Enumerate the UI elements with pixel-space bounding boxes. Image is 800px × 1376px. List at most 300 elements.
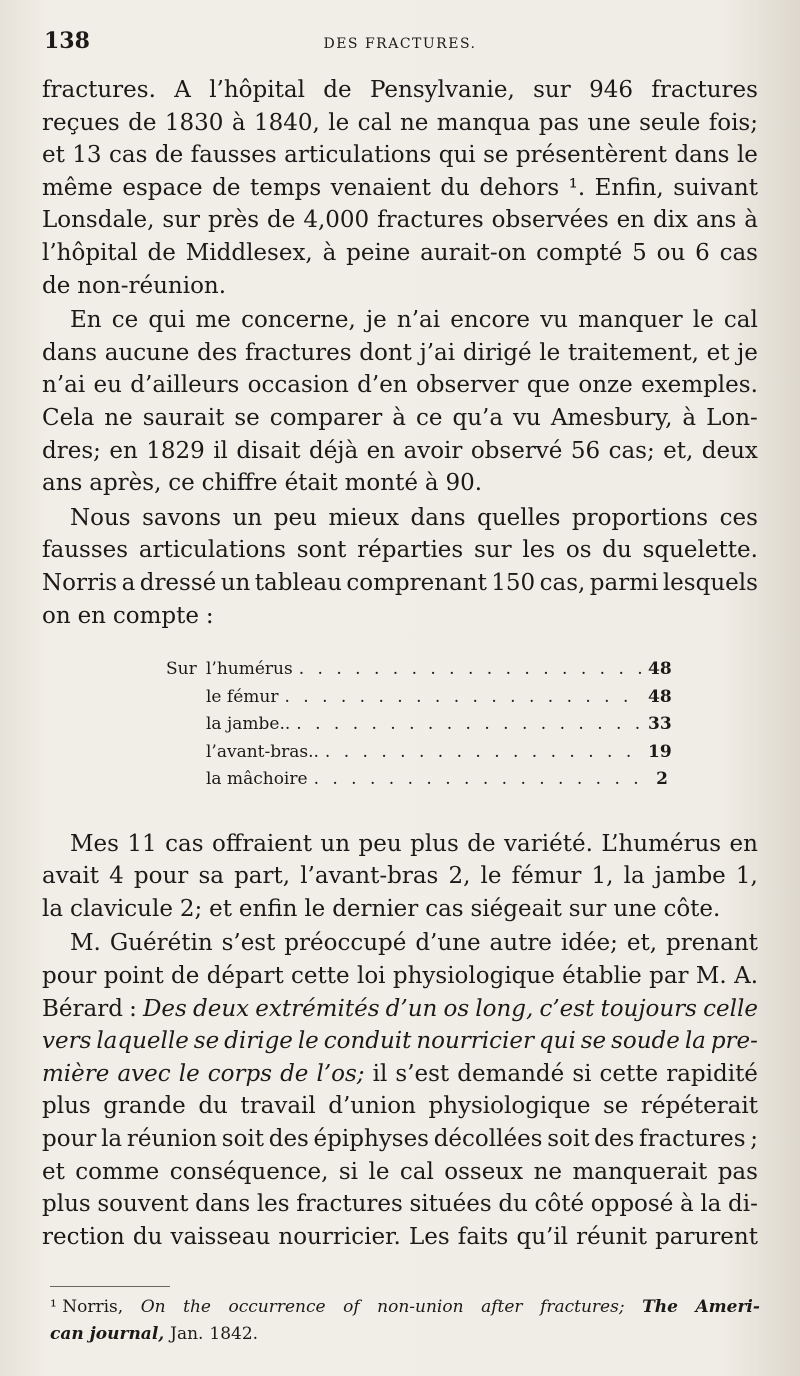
word: 2, (448, 863, 471, 890)
word: en (109, 437, 138, 464)
text-line (42, 600, 758, 633)
word: situées (409, 1191, 492, 1218)
word: une (613, 895, 657, 922)
word: qu’il (516, 1223, 569, 1250)
text-line (42, 993, 758, 1026)
footnote-word: non-union (377, 1297, 464, 1317)
word: os (565, 537, 592, 564)
word: soude (611, 1028, 680, 1055)
paragraph-norris-table-intro (42, 502, 758, 632)
word: des (197, 339, 238, 366)
word: demandé (457, 1060, 565, 1087)
word: Cela (42, 404, 95, 431)
word: grande (103, 1093, 186, 1120)
word: A. (734, 962, 758, 989)
text-line (42, 534, 758, 567)
paragraph-author-experience (42, 304, 758, 500)
word: se (483, 142, 509, 169)
text-line (42, 1123, 758, 1156)
word: dont (359, 339, 412, 366)
word: cas (165, 830, 204, 857)
word: proportions (571, 504, 709, 531)
word: épiphyses (313, 1125, 429, 1152)
word: onze (578, 372, 633, 399)
word: s’est (395, 1060, 450, 1087)
row-label: la jambe.. (206, 714, 291, 735)
text-line (42, 1058, 758, 1091)
word: Lonsdale, (42, 207, 155, 234)
word: qui (148, 307, 186, 334)
word: un (232, 504, 263, 531)
word: soit (547, 1125, 590, 1152)
footnote-word: fractures; (540, 1297, 625, 1317)
word: fractures (651, 77, 758, 103)
paragraph-own-cases (42, 828, 758, 926)
word: établie (562, 962, 642, 989)
word: fractures (244, 339, 352, 366)
word: dans (42, 339, 98, 366)
word: 5 (632, 239, 647, 266)
word: à (392, 404, 406, 431)
word: plus (42, 1093, 91, 1120)
word: et (209, 895, 232, 922)
word: à (679, 1191, 694, 1218)
word: dehors (479, 174, 560, 201)
text-line (42, 139, 758, 172)
word: après, (89, 470, 162, 497)
word: comparer (269, 404, 383, 431)
word: fémur (511, 863, 582, 890)
word: l’hôpital (209, 77, 305, 103)
word: même (42, 174, 113, 201)
word: côté (534, 1191, 585, 1218)
word: M. (70, 930, 101, 957)
word: 13 (72, 142, 102, 169)
word: articulations (138, 537, 286, 564)
word: se (580, 1028, 607, 1055)
footnote-word: Ameri- (695, 1297, 760, 1317)
word: dirige (224, 1028, 293, 1055)
word: de (467, 830, 496, 857)
word: de (171, 962, 200, 989)
word: celle (703, 995, 758, 1022)
word: et (42, 142, 65, 169)
text-line (42, 960, 758, 993)
word: cette (291, 962, 350, 989)
footnote-word: Jan. (170, 1324, 204, 1344)
word: prenant (665, 930, 758, 957)
word: a (121, 569, 136, 596)
footnote-word: after (481, 1297, 523, 1317)
word: offraient (212, 830, 312, 857)
word: di- (728, 1191, 758, 1218)
word: du (440, 174, 470, 201)
word: Bérard (42, 995, 123, 1022)
word: cal (399, 1158, 434, 1185)
word: déjà (308, 437, 359, 464)
word: dans (410, 504, 466, 531)
paragraph-hospital-statistics (42, 74, 758, 302)
word: Guérétin (109, 930, 213, 957)
footnote-word: The (642, 1297, 678, 1317)
word: décollées (433, 1125, 543, 1152)
row-value: 19 (648, 741, 672, 762)
word: soit (221, 1125, 265, 1152)
word: une (587, 109, 631, 136)
word: le (692, 307, 714, 334)
word: siégeait (470, 895, 562, 922)
word: osseux (444, 1158, 524, 1185)
text-line (42, 1025, 758, 1058)
word: 56 (570, 437, 601, 464)
word: dans (195, 1191, 251, 1218)
row-prefix: Sur (166, 659, 197, 680)
word: ans (695, 207, 737, 234)
text-line (42, 435, 758, 468)
word: avec (117, 1060, 171, 1087)
word: de (267, 207, 296, 234)
word: ne (104, 404, 133, 431)
word: 150 (491, 569, 536, 596)
word: comme (75, 1158, 160, 1185)
word: Les (408, 1223, 450, 1250)
word: dirigé (462, 339, 532, 366)
word: temps (249, 174, 322, 201)
word: d’une (415, 930, 481, 957)
word: des (268, 1125, 309, 1152)
text-line (42, 467, 758, 500)
word: conduit (323, 1028, 412, 1055)
word: le (304, 895, 326, 922)
word: par (649, 962, 689, 989)
word: Middlesex, (185, 239, 313, 266)
footnote-word: can journal, (50, 1324, 165, 1344)
word: il (213, 437, 228, 464)
word: à (231, 109, 246, 136)
word: fractures. (42, 77, 156, 103)
word: les (256, 1191, 290, 1218)
word: de (128, 109, 157, 136)
word: enfin (238, 895, 298, 922)
word: d’ailleurs (130, 372, 240, 399)
row-label: la mâchoire (206, 769, 308, 790)
word: vu (513, 404, 541, 431)
word: aucune (104, 339, 190, 366)
word: cette (599, 1060, 659, 1087)
word: cas (109, 142, 148, 169)
text-line (42, 502, 758, 535)
text-line (42, 237, 758, 270)
text-line (42, 828, 758, 861)
word: qui (438, 142, 476, 169)
word: et (706, 339, 730, 366)
fracture-count-table (166, 656, 672, 794)
word: d’union (328, 1093, 416, 1120)
word: et (42, 1158, 65, 1185)
word: 1, (735, 863, 758, 890)
row-value: 33 (648, 714, 672, 735)
word: ne (533, 1158, 563, 1185)
word: si (338, 1158, 359, 1185)
footnote-word: 1842. (209, 1324, 259, 1344)
word: Des (142, 995, 187, 1022)
word: squelette. (642, 537, 758, 564)
text-line (42, 304, 758, 337)
word: fractures (296, 1191, 403, 1218)
word: 1830 (164, 109, 224, 136)
row-label: le fémur (206, 686, 279, 707)
text-line (42, 927, 758, 960)
footnote-word: occurrence (228, 1297, 326, 1317)
word: vu (540, 307, 568, 334)
word: à (424, 470, 439, 497)
word: ce (415, 404, 443, 431)
word: se (193, 1028, 220, 1055)
word: manquerait (572, 1158, 708, 1185)
word: laquelle (96, 1028, 189, 1055)
footnote-word: On (140, 1297, 166, 1317)
word: le (480, 863, 502, 890)
word: plus (410, 830, 459, 857)
word: qui (538, 1028, 576, 1055)
word: Pensylvanie, (369, 77, 515, 103)
word: sur (533, 77, 571, 103)
word: n’ai (396, 307, 441, 334)
word: espace (122, 174, 203, 201)
word: de (323, 77, 352, 103)
word: dernier (332, 895, 419, 922)
word: en (77, 602, 106, 629)
footnote (50, 1294, 760, 1348)
word: part, (234, 863, 291, 890)
word: d’un (385, 995, 438, 1022)
text-line (42, 74, 758, 107)
word: fois; (708, 109, 758, 136)
word: saurait (142, 404, 225, 431)
word: suivant (673, 174, 758, 201)
word: de (154, 142, 184, 169)
word: en (366, 437, 396, 464)
word: 6 (695, 239, 710, 266)
word: me (195, 307, 231, 334)
word: deux (701, 437, 758, 464)
word: près (207, 207, 260, 234)
word: il (372, 1060, 388, 1087)
word: compté (536, 239, 623, 266)
word: fractures (377, 207, 484, 234)
table-row (166, 684, 672, 712)
footnote-line (50, 1294, 760, 1321)
word: corps (207, 1060, 272, 1087)
word: pas (717, 1158, 758, 1185)
word: la (101, 1125, 123, 1152)
word: sa (198, 863, 224, 890)
word: physiologique (392, 962, 555, 989)
word: réunit (576, 1223, 647, 1250)
word: encore (450, 307, 531, 334)
word: peu (273, 504, 317, 531)
word: on (42, 602, 71, 629)
word: fractures (638, 1125, 746, 1152)
word: pas (538, 109, 580, 136)
word: 946 (589, 77, 633, 103)
word: qu’a (452, 404, 504, 431)
word: ce (168, 470, 195, 497)
word: 1840, (253, 109, 320, 136)
word: 1, (591, 863, 614, 890)
word: rection (42, 1223, 125, 1250)
word: occasion (247, 372, 349, 399)
word: compte (112, 602, 200, 629)
word: peine (346, 239, 411, 266)
word: ce (111, 307, 139, 334)
table-row (166, 766, 668, 794)
word: le (328, 109, 350, 136)
word: extrémités (255, 995, 380, 1022)
word: cas (425, 895, 464, 922)
word: de (147, 239, 176, 266)
word: comprenant (346, 569, 487, 596)
row-value: 48 (648, 659, 672, 680)
table-row (166, 739, 672, 767)
word: j’ai (419, 339, 456, 366)
text-line (42, 204, 758, 237)
word: l’avant-bras (300, 863, 439, 890)
text-line (42, 107, 758, 140)
word: seule (639, 109, 701, 136)
word: eu (93, 372, 122, 399)
word: Nous (70, 504, 131, 531)
word: du (132, 1223, 163, 1250)
word: le (297, 1028, 319, 1055)
word: se (234, 404, 260, 431)
word: ne (399, 109, 429, 136)
word: manqua (436, 109, 531, 136)
paragraph-gueretin (42, 927, 758, 1253)
word: concerne, (241, 307, 356, 334)
word: dix (652, 207, 688, 234)
text-line (42, 1090, 758, 1123)
row-label: l’humérus (206, 659, 293, 680)
page-header (44, 28, 756, 58)
word: rapidité (666, 1060, 758, 1087)
word: l’os; (316, 1060, 365, 1087)
word: peu (358, 830, 402, 857)
page-number: 138 (44, 28, 90, 54)
word: fausses (190, 142, 277, 169)
word: vaisseau (170, 1223, 271, 1250)
dot-leader (299, 656, 642, 684)
footnote-word: the (183, 1297, 211, 1317)
word: aurait-on (420, 239, 527, 266)
word: si (572, 1060, 592, 1087)
word: L’humérus (601, 830, 722, 857)
word: sur (162, 207, 201, 234)
word: s’est (221, 930, 276, 957)
word: le (539, 339, 561, 366)
word: opposé (590, 1191, 674, 1218)
word: les (522, 537, 556, 564)
word: répéterait (640, 1093, 758, 1120)
word: ces (719, 504, 758, 531)
word: réparties (357, 537, 464, 564)
word: se (602, 1093, 629, 1120)
word: variété. (504, 830, 593, 857)
row-value: 2 (656, 769, 668, 790)
word: Lon- (706, 404, 758, 431)
word: deux (192, 995, 250, 1022)
word: observer (415, 372, 519, 399)
word: à (682, 404, 697, 431)
word: reçues (42, 109, 120, 136)
word: n’ai (42, 372, 86, 399)
dot-leader (296, 711, 642, 739)
word: cas, (539, 569, 586, 596)
running-title: DES FRACTURES. (323, 36, 477, 52)
row-label: l’avant-bras.. (206, 741, 319, 762)
word: parurent (655, 1223, 758, 1250)
word: je (365, 307, 387, 334)
word: point (103, 962, 164, 989)
word: observées (491, 207, 609, 234)
word: idée; (560, 930, 618, 957)
word: vers (42, 1028, 92, 1055)
word: je (737, 339, 758, 366)
word: pour (42, 1125, 97, 1152)
word: physiologique (428, 1093, 591, 1120)
text-line (42, 270, 758, 303)
word: la (700, 1191, 722, 1218)
word: lesquels (662, 569, 758, 596)
word: sur (473, 537, 512, 564)
text-line (42, 337, 758, 370)
word: dans (674, 142, 730, 169)
word: plus (42, 1191, 91, 1218)
word: la (42, 895, 64, 922)
word: en (729, 830, 758, 857)
word: os (443, 995, 470, 1022)
word: parmi (589, 569, 659, 596)
word: toujours (600, 995, 697, 1022)
word: réunion (126, 1125, 218, 1152)
word: le (368, 1158, 390, 1185)
dot-leader (314, 766, 642, 794)
word: ans (42, 470, 83, 497)
text-line (42, 172, 758, 205)
word: côte. (663, 895, 721, 922)
word: fausses (42, 537, 129, 564)
word: pre- (710, 1028, 758, 1055)
word: présentèrent (515, 142, 667, 169)
word: souvent (97, 1191, 189, 1218)
table-row (166, 711, 672, 739)
word: : (205, 602, 214, 629)
text-line (42, 1188, 758, 1221)
text-line (42, 567, 758, 600)
word: avoir (403, 437, 463, 464)
word: cal (357, 109, 392, 136)
word: du (498, 1191, 528, 1218)
word: de (212, 174, 241, 201)
word: venaient (330, 174, 431, 201)
word: mieux (328, 504, 399, 531)
word: l’hôpital (42, 239, 138, 266)
word: 2; (179, 895, 203, 922)
word: la (684, 1028, 706, 1055)
word: des (594, 1125, 635, 1152)
text-line (42, 860, 758, 893)
word: Mes (70, 830, 119, 857)
